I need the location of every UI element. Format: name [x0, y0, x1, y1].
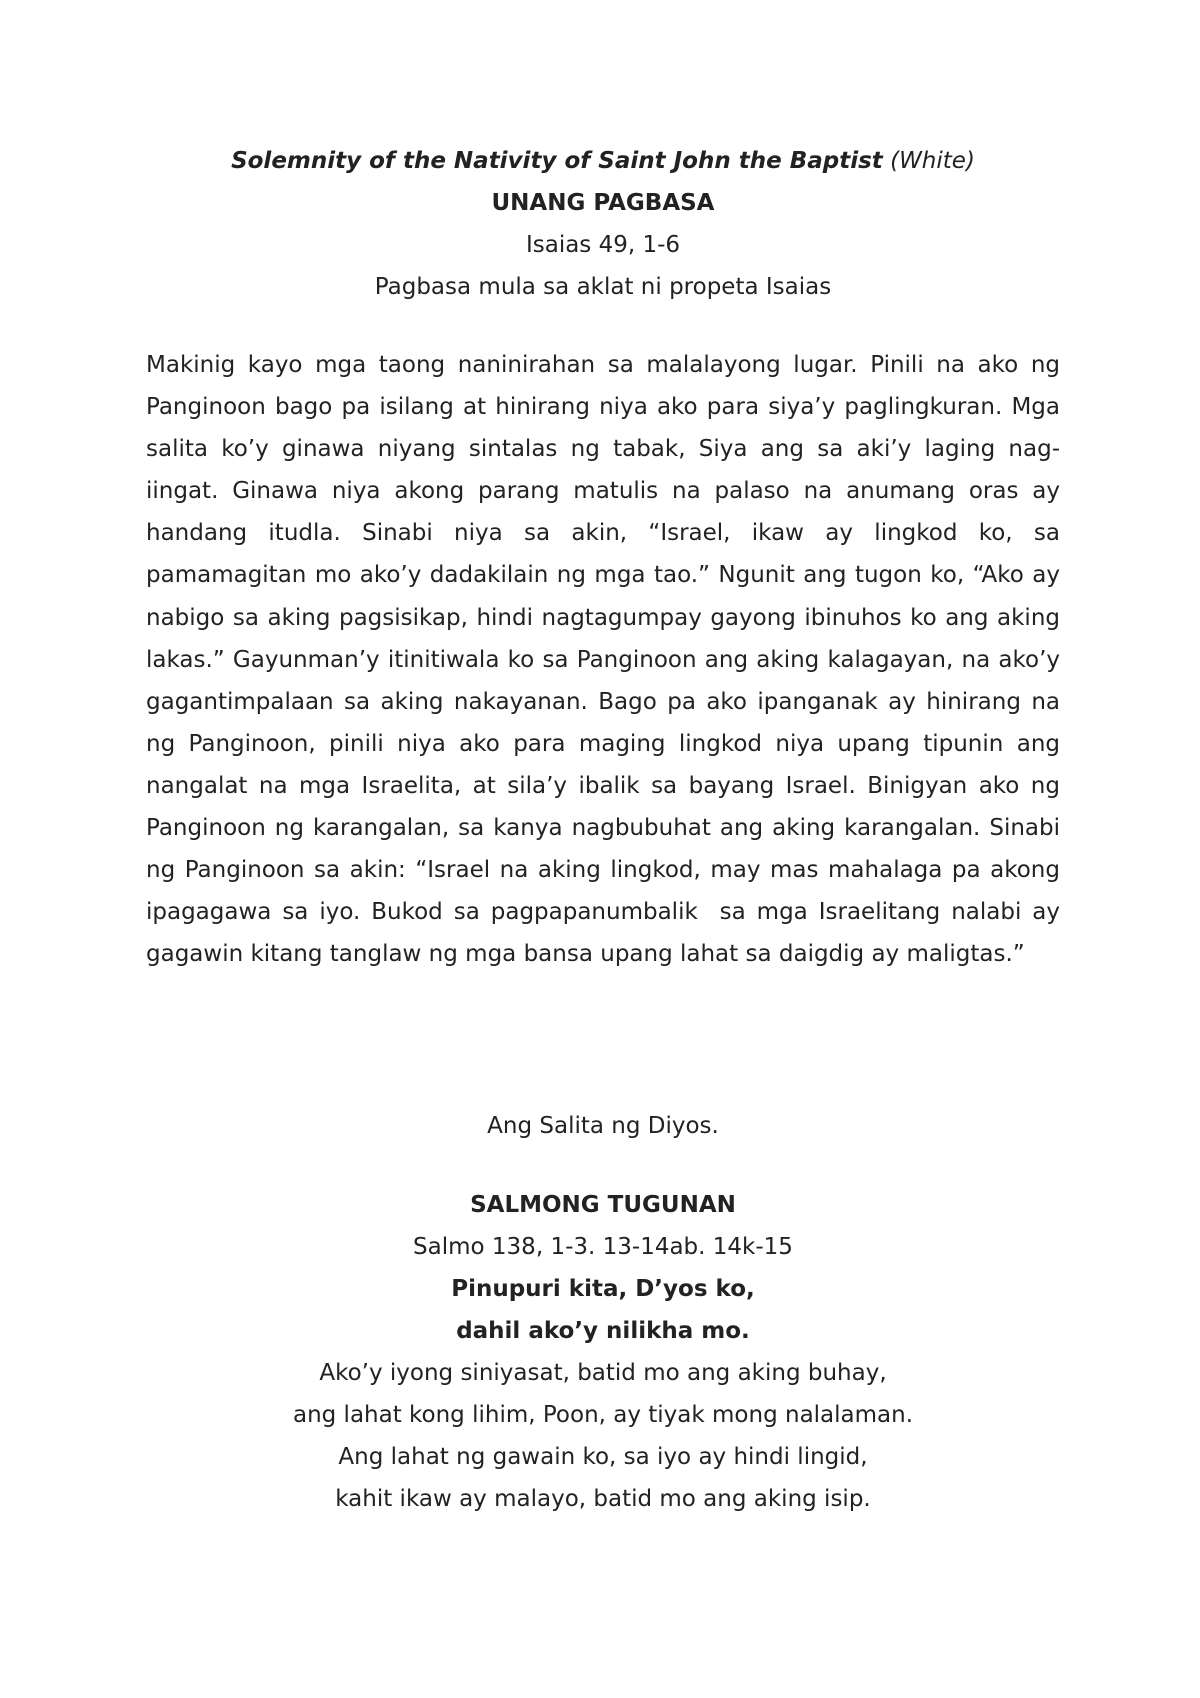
reading-closing: Ang Salita ng Diyos.	[487, 1113, 719, 1139]
psalm-verse-line: Ako’y iyong siniyasat, batid mo ang aking buhay,	[319, 1360, 887, 1386]
psalm-reference: Salmo 138, 1-3. 13-14ab. 14k-15	[413, 1234, 793, 1260]
first-reading-source: Pagbasa mula sa aklat ni propeta Isaias	[374, 274, 832, 300]
psalm-label: SALMONG TUGUNAN	[470, 1192, 736, 1218]
psalm-response-line: Pinupuri kita, D’yos ko,	[451, 1276, 755, 1302]
psalm-response-line: dahil ako’y nilikha mo.	[456, 1318, 750, 1344]
liturgical-color-note: (White)	[890, 148, 975, 174]
first-reading-label: UNANG PAGBASA	[491, 190, 715, 216]
feast-title-line	[146, 140, 1060, 182]
psalm-verse-line: Ang lahat ng gawain ko, sa iyo ay hindi lingid,	[338, 1444, 868, 1470]
psalm-verse-line: kahit ikaw ay malayo, batid mo ang aking isip.	[335, 1486, 871, 1512]
first-reading-reference: Isaias 49, 1-6	[525, 232, 681, 258]
responsorial-psalm	[146, 1184, 1060, 1520]
feast-title: Solemnity of the Nativity of Saint John the Baptist	[231, 148, 883, 174]
psalm-verse-line: ang lahat kong lihim, Poon, ay tiyak mong nalalaman.	[292, 1402, 914, 1428]
reading-heading	[146, 140, 1060, 308]
first-reading-text: Makinig kayo mga taong naninirahan sa malalayong lugar. Pinili na ako ng Panginoon bago pa isilang at hinirang niya ako para siya’y paglingkuran. Mga salita ko’y ginawa niyang sintalas ng tabak, Siya ang sa aki’y laging nag-iingat. Ginawa niya akong parang matulis na palaso na anumang oras ay handang itudla. Sinabi niya sa akin, “Israel, ikaw ay lingkod ko, sa pamamagitan mo ako’y dadakilain ng mga tao.” Ngunit ang tugon ko, “Ako ay nabigo sa aking pagsisikap, hindi nagtagumpay gayong ibinuhos ko ang aking lakas.” Gayunman’y itinitiwala ko sa Panginoon ang aking kalagayan, na ako’y gagantimpalaan sa aking nakayanan. Bago pa ako ipanganak ay hinirang na ng Panginoon, pinili niya ako para maging lingkod niya upang tipunin ang nangalat na mga Israelita, at sila’y ibalik sa bayang Israel. Binigyan ako ng Panginoon ng karangalan, sa kanya nagbubuhat ang aking karangalan. Sinabi ng Panginoon sa akin: “Israel na aking lingkod, may mas mahalaga pa akong ipagagawa sa iyo. Bukod sa pagpapanumbalik sa mga Israelitang nalabi ay gagawin kitang tanglaw ng mga bansa upang lahat sa daigdig ay maligtas.”	[146, 352, 1068, 968]
